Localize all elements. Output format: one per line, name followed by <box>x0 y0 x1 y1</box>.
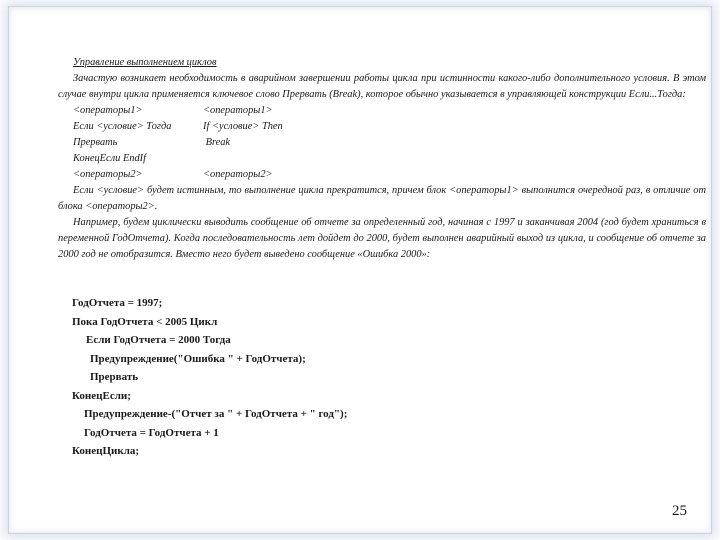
syntax-row <box>58 103 706 119</box>
syntax-row <box>58 151 706 167</box>
syntax-english: If <условие> Then <box>203 121 283 132</box>
syntax-english: <операторы2> <box>203 169 273 180</box>
intro-paragraph: Зачастую возникает необходимость в аварийном завершении работы цикла при истинности какого-либо дополнительного условия. В этом случае внутри цикла применяется ключевое слово Прервать (Break), которое обычно указывается в управляющей конструкции Если...Тогда: <box>58 73 706 100</box>
syntax-english: Break <box>203 137 231 148</box>
code-line: Пока ГодОтчета < 2005 Цикл <box>72 315 218 328</box>
code-line: ГодОтчета = ГодОтчета + 1 <box>84 426 219 439</box>
syntax-row <box>58 119 706 135</box>
syntax-russian: Прервать <box>73 137 118 148</box>
section-heading: Управление выполнением циклов <box>73 57 217 68</box>
code-line: Если ГодОтчета = 2000 Тогда <box>86 334 231 346</box>
code-line: Предупреждение("Ошибка " + ГодОтчета); <box>90 352 306 365</box>
syntax-row <box>58 135 706 151</box>
code-line: Прервать <box>90 371 139 383</box>
slide-body <box>58 55 706 263</box>
syntax-russian: Если <условие> Тогда <box>73 121 172 132</box>
code-line: КонецЕсли; <box>72 389 131 402</box>
code-example <box>72 294 347 461</box>
syntax-russian: <операторы1> <box>73 105 143 116</box>
explanation-paragraph: Если <условие> будет истинным, то выполнение цикла прекратится, причем блок <операторы1> выполнится очередной раз, в отличие от блока <операторы2>. <box>58 185 706 212</box>
code-line: Предупреждение-("Отчет за " + ГодОтчета + " год"); <box>84 408 348 420</box>
example-paragraph: Например, будем циклически выводить сообщение об отчете за определенный год, начиная с 1997 и заканчивая 2004 (год будет храниться в переменной ГодОтчета). Когда последовательность лет дойдет до 2000, будет выполнен аварийный выход из цикла, и сообщение об отчете за 2000 год не отобразится. Вместо него будет выведено сообщение «Ошибка 2000»: <box>58 217 706 260</box>
syntax-russian: <операторы2> <box>73 169 143 180</box>
syntax-russian: КонецЕсли EndIf <box>73 153 147 164</box>
page-number: 25 <box>672 503 687 519</box>
syntax-row <box>58 167 706 183</box>
code-line: КонецЦикла; <box>72 445 140 457</box>
syntax-english: <операторы1> <box>203 105 273 116</box>
code-line: ГодОтчета = 1997; <box>72 297 163 309</box>
